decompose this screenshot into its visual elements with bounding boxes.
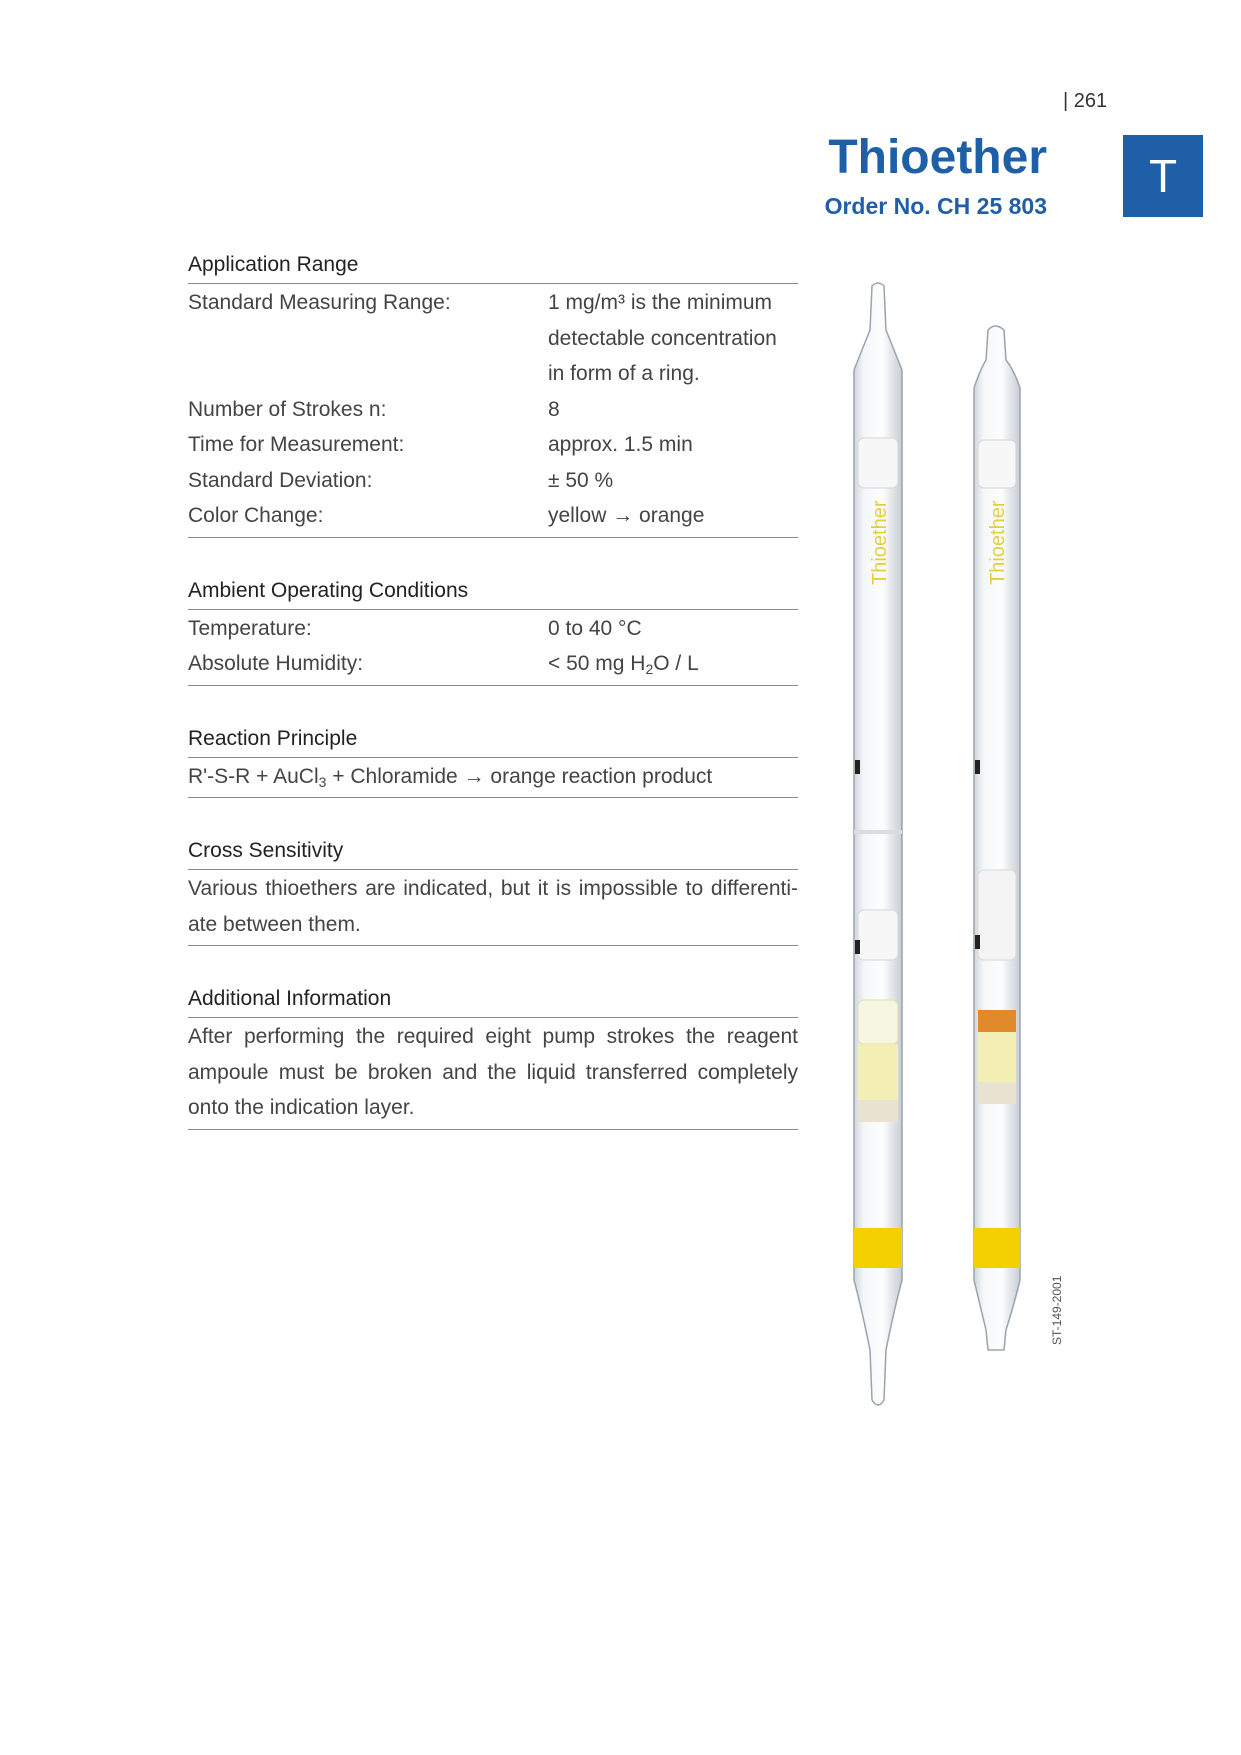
humidity-row: Absolute Humidity: < 50 mg $H_2O$ / L xyxy=(188,652,699,677)
reaction-principle-section xyxy=(188,726,798,799)
additional-information-text: After performing the required eight pump strokes the reagent ampoule must be broken and the liquid transferred completely onto the indication layer. xyxy=(188,1025,798,1119)
unused-tube xyxy=(854,283,902,1405)
time-row: Time for Measurement: approx. 1.5 min xyxy=(188,433,693,456)
section-title: Ambient Operating Conditions xyxy=(188,578,798,610)
tube-label: Thioether xyxy=(869,500,891,585)
section-title: Cross Sensitivity xyxy=(188,838,798,870)
index-tab: T xyxy=(1123,135,1203,217)
section-title: Additional Information xyxy=(188,986,798,1018)
cross-sensitivity-text: Various thioethers are indicated, but it is impossible to differenti-ate between them. xyxy=(188,877,798,936)
content-column xyxy=(188,252,798,1170)
deviation-row: Standard Deviation: ± 50 % xyxy=(188,468,614,492)
page-number: | 261 xyxy=(1063,90,1108,112)
section-title: Reaction Principle xyxy=(188,726,798,758)
application-range-section xyxy=(188,252,798,538)
page-title: Thioether xyxy=(828,131,1047,184)
reaction-equation: R'-S-R + AuCl$_3$ + Chloramide → orange reaction product xyxy=(188,764,713,790)
cross-sensitivity-section xyxy=(188,838,798,946)
detector-tubes-image xyxy=(820,270,1090,1430)
strokes-row: Number of Strokes n: 8 xyxy=(188,397,560,421)
image-credit: ST-149-2001 xyxy=(1050,1275,1064,1345)
color-change-row: Color Change: yellow → orange xyxy=(188,504,705,527)
order-number: Order No. CH 25 803 xyxy=(824,193,1047,219)
tube-label: Thioether xyxy=(987,500,1009,585)
additional-information-section xyxy=(188,986,798,1130)
section-title: Application Range xyxy=(188,252,798,284)
measuring-range-row: Standard Measuring Range: 1 mg/m³ is the minimum detectable concentration in form of a ring. xyxy=(188,291,777,385)
used-tube xyxy=(974,326,1020,1350)
temperature-row: Temperature: 0 to 40 °C xyxy=(188,616,642,640)
ambient-conditions-section xyxy=(188,578,798,686)
